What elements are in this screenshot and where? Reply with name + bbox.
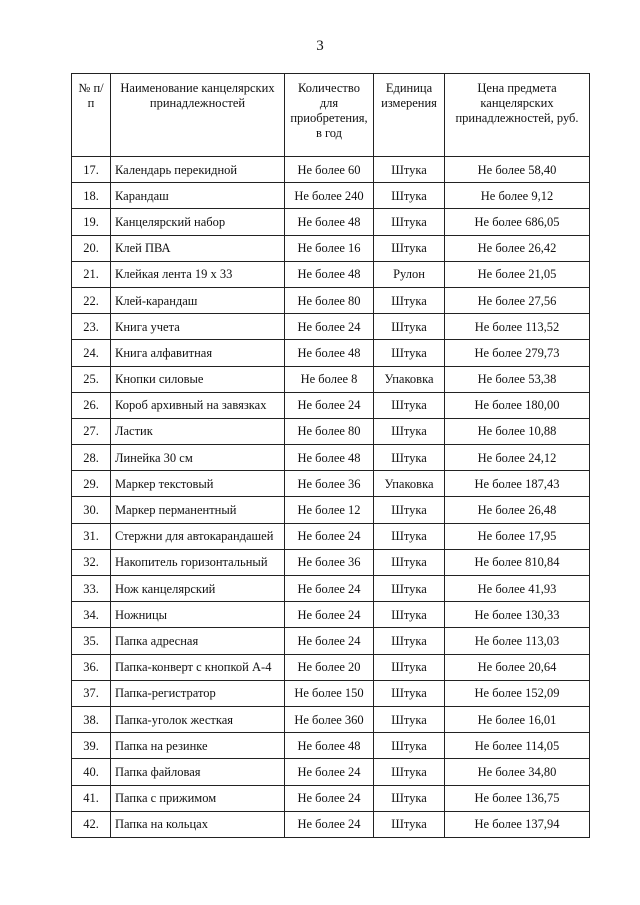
page-number: 3 [316,38,324,54]
item-quantity: Не более 12 [285,497,374,523]
item-quantity: Не более 150 [285,680,374,706]
row-number: 22. [72,287,111,313]
item-price: Не более 53,38 [445,366,590,392]
item-quantity: Не более 360 [285,706,374,732]
row-number: 38. [72,706,111,732]
item-quantity: Не более 24 [285,759,374,785]
item-unit: Штука [374,183,445,209]
table-row [72,209,590,235]
table-row [72,235,590,261]
item-unit: Рулон [374,261,445,287]
item-price: Не более 810,84 [445,549,590,575]
item-unit: Штука [374,314,445,340]
item-price: Не более 180,00 [445,392,590,418]
item-name: Ножницы [111,602,285,628]
item-unit: Штука [374,497,445,523]
row-number: 32. [72,549,111,575]
item-name: Папка адресная [111,628,285,654]
item-price: Не более 113,52 [445,314,590,340]
item-name: Кнопки силовые [111,366,285,392]
row-number: 31. [72,523,111,549]
table-row [72,340,590,366]
header-price: Цена предмета канцелярских принадлежностей, руб. [445,74,590,157]
row-number: 30. [72,497,111,523]
office-supplies-table [71,73,590,838]
item-quantity: Не более 20 [285,654,374,680]
item-price: Не более 152,09 [445,680,590,706]
item-price: Не более 17,95 [445,523,590,549]
table-row [72,759,590,785]
item-unit: Штука [374,549,445,575]
item-name: Книга учета [111,314,285,340]
item-quantity: Не более 24 [285,628,374,654]
item-price: Не более 136,75 [445,785,590,811]
row-number: 23. [72,314,111,340]
item-quantity: Не более 80 [285,418,374,444]
item-name: Линейка 30 см [111,445,285,471]
table-row [72,549,590,575]
item-name: Папка с прижимом [111,785,285,811]
item-unit: Штука [374,157,445,183]
table-row [72,497,590,523]
item-unit: Штука [374,523,445,549]
table-row [72,654,590,680]
item-price: Не более 26,42 [445,235,590,261]
item-name: Ластик [111,418,285,444]
row-number: 35. [72,628,111,654]
table-row [72,706,590,732]
row-number: 20. [72,235,111,261]
item-unit: Упаковка [374,471,445,497]
table-row [72,392,590,418]
table-row [72,418,590,444]
row-number: 27. [72,418,111,444]
row-number: 17. [72,157,111,183]
item-quantity: Не более 48 [285,261,374,287]
item-quantity: Не более 36 [285,471,374,497]
item-unit: Штука [374,445,445,471]
item-name: Папка-регистратор [111,680,285,706]
item-name: Маркер текстовый [111,471,285,497]
table-row [72,471,590,497]
item-quantity: Не более 80 [285,287,374,313]
item-price: Не более 58,40 [445,157,590,183]
item-quantity: Не более 36 [285,549,374,575]
header-num: № п/п [72,74,111,157]
item-name: Папка файловая [111,759,285,785]
table-row [72,733,590,759]
item-name: Папка-уголок жесткая [111,706,285,732]
item-unit: Штука [374,235,445,261]
row-number: 33. [72,576,111,602]
item-quantity: Не более 24 [285,523,374,549]
item-name: Папка-конверт с кнопкой А-4 [111,654,285,680]
item-name: Клейкая лента 19 x 33 [111,261,285,287]
item-quantity: Не более 16 [285,235,374,261]
item-price: Не более 16,01 [445,706,590,732]
item-unit: Штука [374,785,445,811]
table-body [72,157,590,838]
item-price: Не более 34,80 [445,759,590,785]
item-quantity: Не более 24 [285,576,374,602]
item-price: Не более 279,73 [445,340,590,366]
item-price: Не более 27,56 [445,287,590,313]
item-unit: Штука [374,392,445,418]
table-row [72,523,590,549]
item-quantity: Не более 24 [285,785,374,811]
item-price: Не более 20,64 [445,654,590,680]
item-unit: Штука [374,287,445,313]
item-name: Клей-карандаш [111,287,285,313]
table-row [72,811,590,837]
header-quantity: Количество для приобретения, в год [285,74,374,157]
item-quantity: Не более 48 [285,209,374,235]
row-number: 26. [72,392,111,418]
table-row [72,287,590,313]
item-unit: Штука [374,576,445,602]
item-unit: Штука [374,811,445,837]
item-name: Нож канцелярский [111,576,285,602]
item-quantity: Не более 24 [285,811,374,837]
table-row [72,785,590,811]
row-number: 19. [72,209,111,235]
item-quantity: Не более 24 [285,314,374,340]
table-header [72,74,590,157]
item-quantity: Не более 240 [285,183,374,209]
table-row [72,680,590,706]
row-number: 37. [72,680,111,706]
item-unit: Штука [374,654,445,680]
table-row [72,445,590,471]
item-unit: Штука [374,209,445,235]
item-name: Канцелярский набор [111,209,285,235]
table-row [72,366,590,392]
item-unit: Штука [374,706,445,732]
row-number: 18. [72,183,111,209]
item-price: Не более 114,05 [445,733,590,759]
item-unit: Штука [374,628,445,654]
item-quantity: Не более 48 [285,340,374,366]
table-row [72,261,590,287]
item-name: Стержни для автокарандашей [111,523,285,549]
item-name: Книга алфавитная [111,340,285,366]
row-number: 40. [72,759,111,785]
item-quantity: Не более 8 [285,366,374,392]
item-price: Не более 21,05 [445,261,590,287]
item-name: Маркер перманентный [111,497,285,523]
item-price: Не более 10,88 [445,418,590,444]
item-price: Не более 187,43 [445,471,590,497]
item-price: Не более 24,12 [445,445,590,471]
item-unit: Штука [374,418,445,444]
header-unit: Единица измерения [374,74,445,157]
item-name: Короб архивный на завязках [111,392,285,418]
table-row [72,576,590,602]
item-quantity: Не более 60 [285,157,374,183]
row-number: 25. [72,366,111,392]
item-unit: Штука [374,759,445,785]
row-number: 34. [72,602,111,628]
item-unit: Штука [374,602,445,628]
row-number: 24. [72,340,111,366]
header-name: Наименование канцелярских принадлежностей [111,74,285,157]
table-row [72,602,590,628]
header-row [72,74,590,157]
item-unit: Упаковка [374,366,445,392]
table-row [72,183,590,209]
item-price: Не более 130,33 [445,602,590,628]
item-unit: Штука [374,680,445,706]
item-quantity: Не более 24 [285,602,374,628]
table-row [72,314,590,340]
item-price: Не более 9,12 [445,183,590,209]
item-quantity: Не более 24 [285,392,374,418]
row-number: 28. [72,445,111,471]
item-name: Клей ПВА [111,235,285,261]
row-number: 42. [72,811,111,837]
item-name: Папка на резинке [111,733,285,759]
table-row [72,157,590,183]
item-unit: Штука [374,340,445,366]
table-row [72,628,590,654]
item-unit: Штука [374,733,445,759]
item-price: Не более 26,48 [445,497,590,523]
item-quantity: Не более 48 [285,445,374,471]
row-number: 39. [72,733,111,759]
item-name: Календарь перекидной [111,157,285,183]
item-price: Не более 41,93 [445,576,590,602]
row-number: 21. [72,261,111,287]
item-quantity: Не более 48 [285,733,374,759]
item-price: Не более 113,03 [445,628,590,654]
row-number: 36. [72,654,111,680]
row-number: 29. [72,471,111,497]
item-price: Не более 686,05 [445,209,590,235]
item-name: Накопитель горизонтальный [111,549,285,575]
item-name: Папка на кольцах [111,811,285,837]
item-price: Не более 137,94 [445,811,590,837]
row-number: 41. [72,785,111,811]
item-name: Карандаш [111,183,285,209]
